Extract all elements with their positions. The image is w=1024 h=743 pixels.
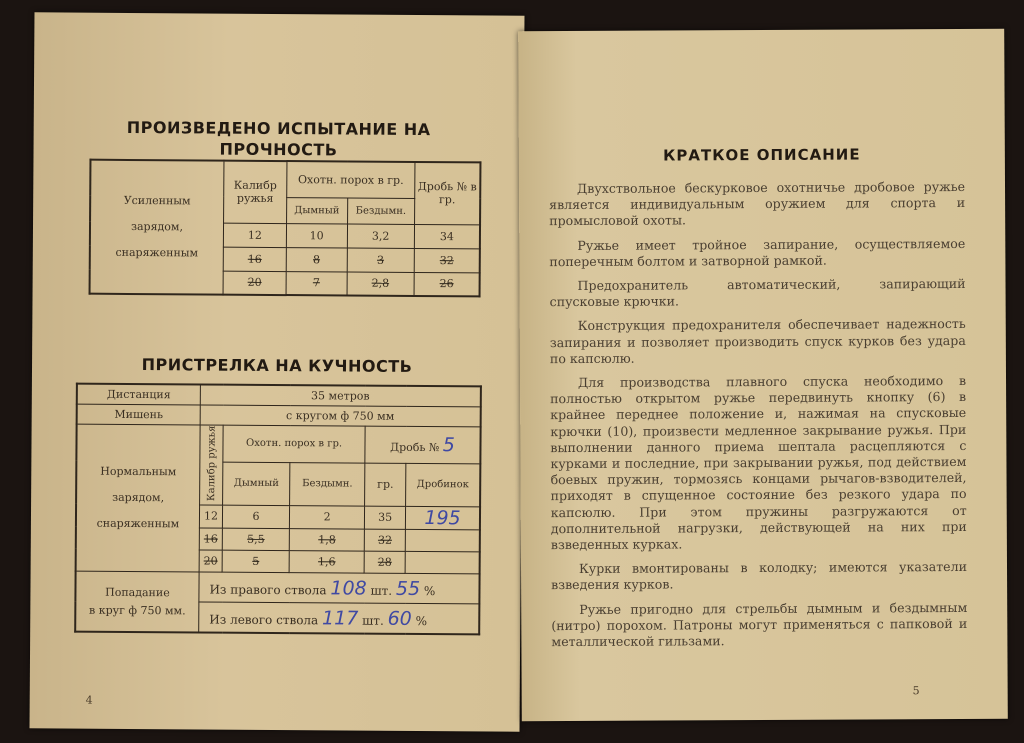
right-barrel-result: Из правого ствола 108 шт. 55 %: [199, 572, 480, 604]
right-page: [518, 29, 1008, 722]
strength-col-caliber: Калибр ружья: [224, 161, 287, 223]
description-title: КРАТКОЕ ОПИСАНИЕ: [663, 145, 861, 165]
shot-number-handwritten: 5: [442, 433, 455, 457]
strength-col-powder: Охотн. порох в гр.: [287, 161, 415, 198]
paragraph: Конструкция предохранителя обеспечивает надежность запирания и позволяет производить спуск курков без удара по капсюлю.: [549, 316, 966, 366]
grouping-col-caliber: Калибр ружья: [200, 425, 224, 505]
grouping-test-table: [74, 383, 482, 636]
distance-value: 35 метров: [200, 384, 481, 406]
strength-test-title: ПРОИЗВЕДЕНО ИСПЫТАНИЕ НА ПРОЧНОСТЬ: [126, 117, 431, 160]
paragraph: Предохранитель автоматический, запирающий спусковые крючки.: [549, 275, 966, 310]
table-row: 20 7 2,8 26: [90, 270, 480, 297]
table-row: 20 5 1,6 28: [76, 549, 480, 574]
strength-col-shot: Дробь № в гр.: [415, 162, 481, 224]
grouping-col-smokeless: Бездымн.: [290, 462, 365, 505]
left-page: [30, 12, 525, 731]
paragraph: Для производства плавного спуска необходимо в полностью открытом ружье передвинуть кнопку (6) в крайнее переднее положение и, нажимая на спусковые крючки (10), произвести медленное закрывание ружья. При выполнении данного приема шептала расцепляются с курками и последние, при закрывании ружья, под действием боевых пружин, тормозясь концами рычагов-взводителей, приходят в спущенное состояние без резкого удара по капсюлю. При этом пружины разгружаются от дополнительной нагрузки, действующей на них при взведенных курках.: [550, 372, 967, 553]
grouping-col-smoky: Дымный: [223, 462, 290, 505]
grouping-row-label: Нормальным зарядом, снаряженным: [76, 424, 201, 572]
page-number-right: 5: [912, 684, 920, 698]
left-barrel-result: Из левого ствола 117 шт. 60 %: [199, 602, 480, 634]
grouping-col-shot: Дробь № 5: [365, 426, 481, 464]
paragraph: Курки вмонтированы в колодку; имеются указатели взведения курков.: [551, 559, 968, 593]
paragraph: Ружье пригодно для стрельбы дымным и бездымным (нитро) порохом. Патроны могут применяться с папковой и металлической гильзами.: [551, 599, 968, 650]
table-row: 12 10 3,2 34: [90, 222, 480, 249]
grouping-col-powder: Охотн. порох в гр.: [223, 425, 365, 463]
strength-test-table: [89, 159, 482, 298]
page-number-left: 4: [85, 693, 93, 707]
paragraph: Ружье имеет тройное запирание, осуществляемое поперечным болтом и затворной рамкой.: [549, 235, 966, 269]
table-row: 16 8 3 32: [90, 246, 480, 273]
strength-row-label: Усиленным зарядом, снаряженным: [90, 160, 224, 295]
table-row: 16 5,5 1,8 32: [76, 527, 480, 552]
target-label: Мишень: [77, 404, 201, 425]
distance-label: Дистанция: [77, 384, 201, 405]
hits-label: Попадание в круг ф 750 мм.: [75, 571, 199, 632]
description-body: [549, 179, 967, 658]
grouping-col-pellets: Дробинок: [406, 463, 481, 506]
target-value: с кругом ф 750 мм: [200, 405, 481, 427]
strength-col-smokeless: Бездымн.: [347, 197, 415, 223]
grouping-test-title: ПРИСТРЕЛКА НА КУЧНОСТЬ: [141, 355, 413, 376]
strength-col-smoky: Дымный: [287, 197, 348, 223]
paragraph: Двухствольное бескурковое охотничье дробовое ружье является индивидуальным оружием для спорта и промысловой охоты.: [549, 178, 966, 229]
grouping-col-gr: гр.: [365, 463, 406, 506]
table-row: 12 6 2 35 195: [76, 504, 480, 530]
